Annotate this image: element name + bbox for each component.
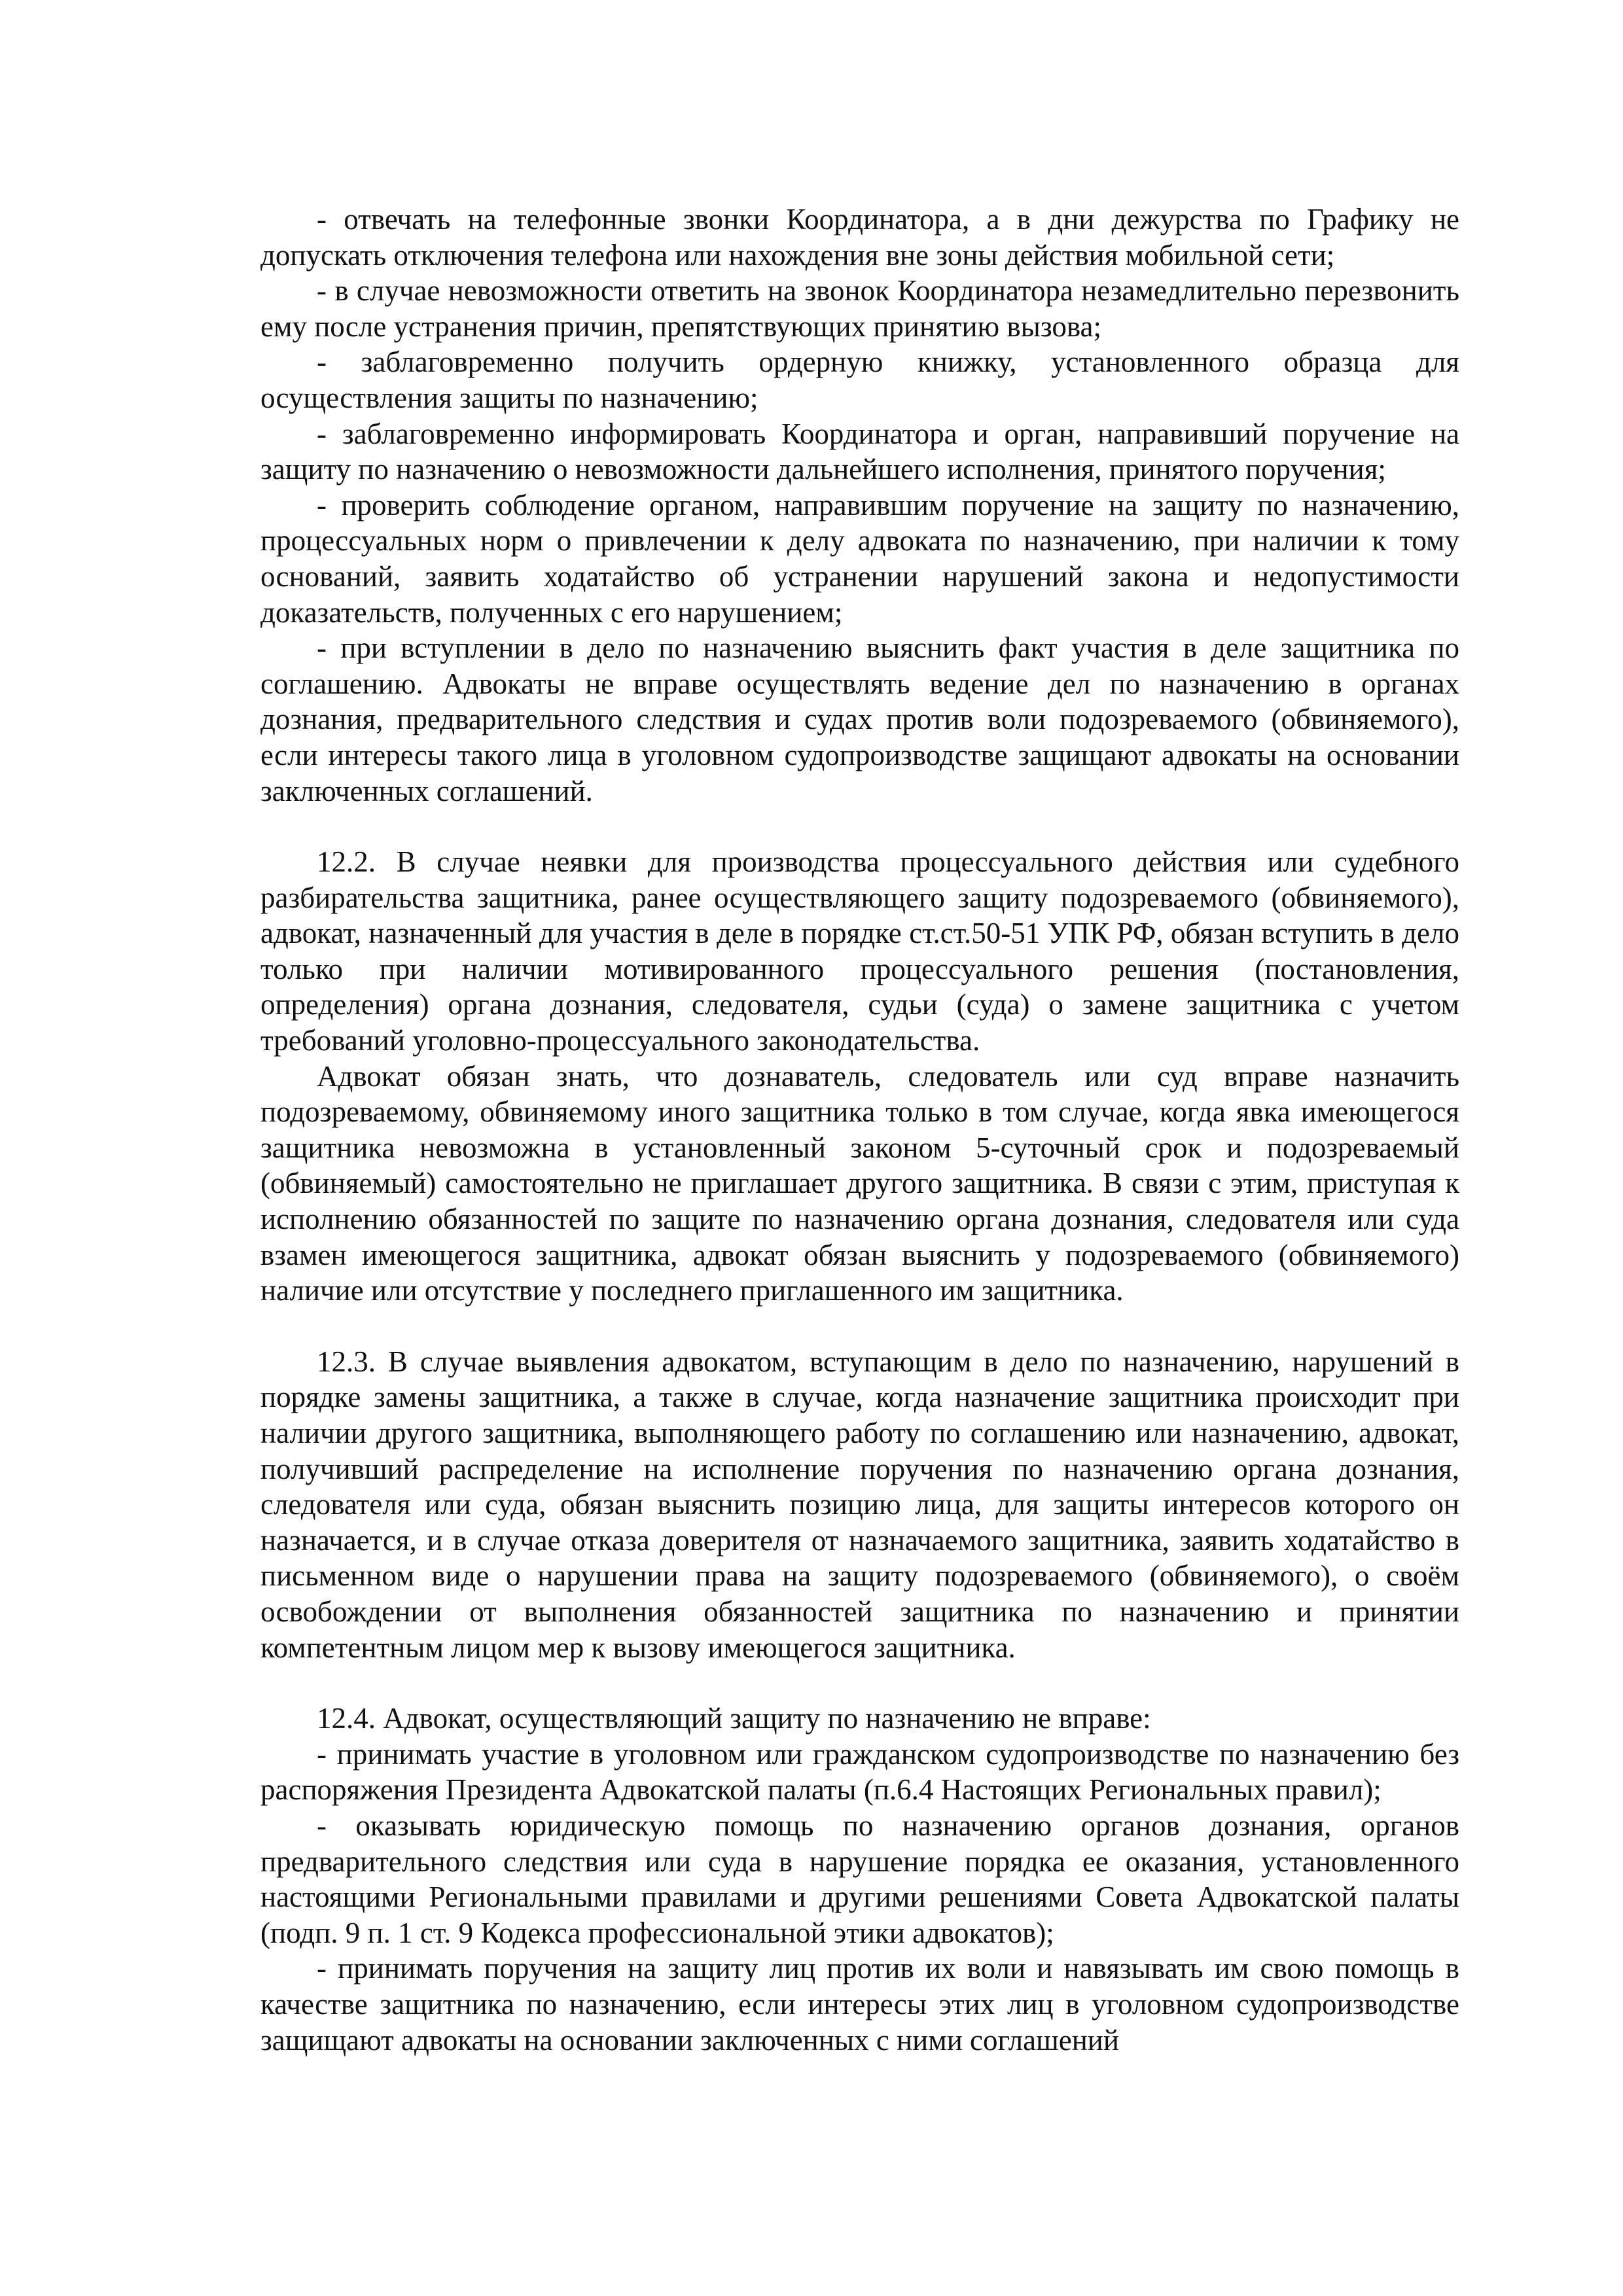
paragraph-prohibit-legal-aid: - оказывать юридическую помощь по назначению органов дознания, органов предварительного следствия или суда в нарушение порядка ее оказания, установленного настоящими Региональными правилами и другими решениями Совета Адвокатской палаты (подп. 9 п. 1 ст. 9 Кодекса профессиональной этики адвокатов); xyxy=(260,1809,1459,1949)
paragraph-prohibit-against-will: - принимать поручения на защиту лиц против их воли и навязывать им свою помощь в качестве защитника по назначению, если интересы этих лиц в уголовном судопроизводстве защищают адвокаты на основании заключенных с ними соглашений xyxy=(260,1952,1459,2057)
paragraph-duty-inform: - заблаговременно информировать Координатора и орган, направивший поручение на защиту по назначению о невозможности дальнейшего исполнения, принятого поручения; xyxy=(260,417,1459,486)
paragraph-duty-clarify-participation: - при вступлении в дело по назначению выяснить факт участия в деле защитника по соглашению. Адвокаты не вправе осуществлять ведение дел по назначению в органах дознания, предварительного следствия и судах против воли подозреваемого (обвиняемого), если интересы такого лица в уголовном судопроизводстве защищают адвокаты на основании заключенных соглашений. xyxy=(260,631,1459,807)
document-body xyxy=(260,202,1459,2058)
paragraph-duty-answer-calls: - отвечать на телефонные звонки Координатора, а в дни дежурства по Графику не допускать отключения телефона или нахождения вне зоны действия мобильной сети; xyxy=(260,203,1459,272)
paragraph-duty-check-compliance: - проверить соблюдение органом, направившим поручение на защиту по назначению, процессуальных норм о привлечении к делу адвоката по назначению, при наличии к тому оснований, заявить ходатайство об устранении нарушений закона и недопустимости доказательств, полученных с его нарушением; xyxy=(260,488,1459,629)
paragraph-section-12-2: 12.2. В случае неявки для производства процессуального действия или судебного разбирательства защитника, ранее осуществляющего защиту подозреваемого (обвиняемого), адвокат, назначенный для участия в деле в порядке ст.ст.50-51 УПК РФ, обязан вступить в дело только при наличии мотивированного процессуального решения (постановления, определения) органа дознания, следователя, судьи (суда) о замене защитника с учетом требований уголовно-процессуального законодательства. xyxy=(260,845,1459,1057)
paragraph-duty-call-back: - в случае невозможности ответить на звонок Координатора незамедлительно перезвонить ему после устранения причин, препятствующих принятию вызова; xyxy=(260,274,1459,343)
paragraph-section-12-3: 12.3. В случае выявления адвокатом, вступающим в дело по назначению, нарушений в порядке замены защитника, а также в случае, когда назначение защитника происходит при наличии другого защитника, выполняющего работу по соглашению или назначению, адвокат, получивший распределение на исполнение поручения по назначению органа дознания, следователя или суда, обязан выяснить позицию лица, для защиты интересов которого он назначается, и в случае отказа доверителя от назначаемого защитника, заявить ходатайство в письменном виде о нарушении права на защиту подозреваемого (обвиняемого), о своём освобождении от выполнения обязанностей защитника по назначению и принятии компетентным лицом мер к вызову имеющегося защитника. xyxy=(260,1345,1459,1664)
paragraph-section-12-2-continued: Адвокат обязан знать, что дознаватель, следователь или суд вправе назначить подозреваемому, обвиняемому иного защитника только в том случае, когда явка имеющегося защитника невозможна в установленный законом 5-суточный срок и подозреваемый (обвиняемый) самостоятельно не приглашает другого защитника. В связи с этим, приступая к исполнению обязанностей по защите по назначению органа дознания, следователя или суда взамен имеющегося защитника, адвокат обязан выяснить у подозреваемого (обвиняемого) наличие или отсутствие у последнего приглашенного им защитника. xyxy=(260,1059,1459,1307)
paragraph-prohibit-participate: - принимать участие в уголовном или гражданском судопроизводстве по назначению без распоряжения Президента Адвокатской палаты (п.6.4 Настоящих Региональных правил); xyxy=(260,1737,1459,1807)
paragraph-duty-order-book: - заблаговременно получить ордерную книжку, установленного образца для осуществления защиты по назначению; xyxy=(260,345,1459,414)
paragraph-section-12-4: 12.4. Адвокат, осуществляющий защиту по назначению не вправе: xyxy=(317,1702,1151,1735)
